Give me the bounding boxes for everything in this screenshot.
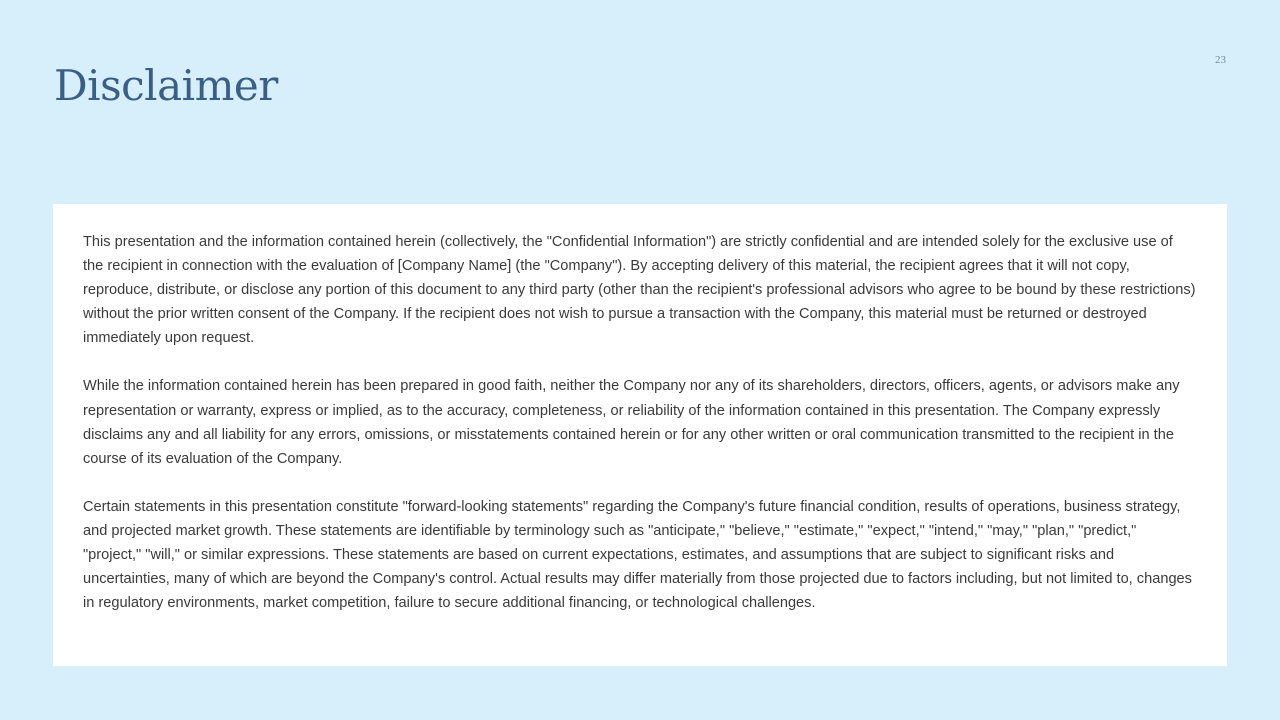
no-warranty-paragraph: While the information contained herein has been prepared in good faith, neither the Company nor any of its shareholders, directors, officers, agents, or advisors make any representation or warranty, express or implied, as to the accuracy, completeness, or reliability of the information contained in this presentation. The Company expressly disclaims any and all liability for any errors, omissions, or misstatements contained herein or for any other written or oral communication transmitted to the recipient in the course of its evaluation of the Company. (83, 378, 1180, 467)
page-title: Disclaimer (54, 61, 278, 110)
confidentiality-paragraph: This presentation and the information contained herein (collectively, the "Confidential Information") are strictly confidential and are intended solely for the exclusive use of the recipient in connection with the evaluation of [Company Name] (the "Company"). By accepting delivery of this material, the recipient agrees that it will not copy, reproduce, distribute, or disclose any portion of this document to any third party (other than the recipient's professional advisors who agree to be bound by these restrictions) without the prior written consent of the Company. If the recipient does not wish to pursue a transaction with the Company, this material must be returned or destroyed immediately upon request. (83, 234, 1196, 347)
forward-looking-statements-paragraph: Certain statements in this presentation constitute "forward-looking statements" regarding the Company's future financial condition, results of operations, business strategy, and projected market growth. These statements are identifiable by terminology such as "anticipate," "believe," "estimate," "expect," "intend," "may," "plan," "predict," "project," "will," or similar expressions. These statements are based on current expectations, estimates, and assumptions that are subject to significant risks and uncertainties, many of which are beyond the Company's control. Actual results may differ materially from those projected due to factors including, but not limited to, changes in regulatory environments, market competition, failure to secure additional financing, or technological challenges. (83, 498, 1192, 612)
page-number: 23 (1215, 54, 1226, 66)
disclaimer-text-panel (53, 204, 1227, 666)
